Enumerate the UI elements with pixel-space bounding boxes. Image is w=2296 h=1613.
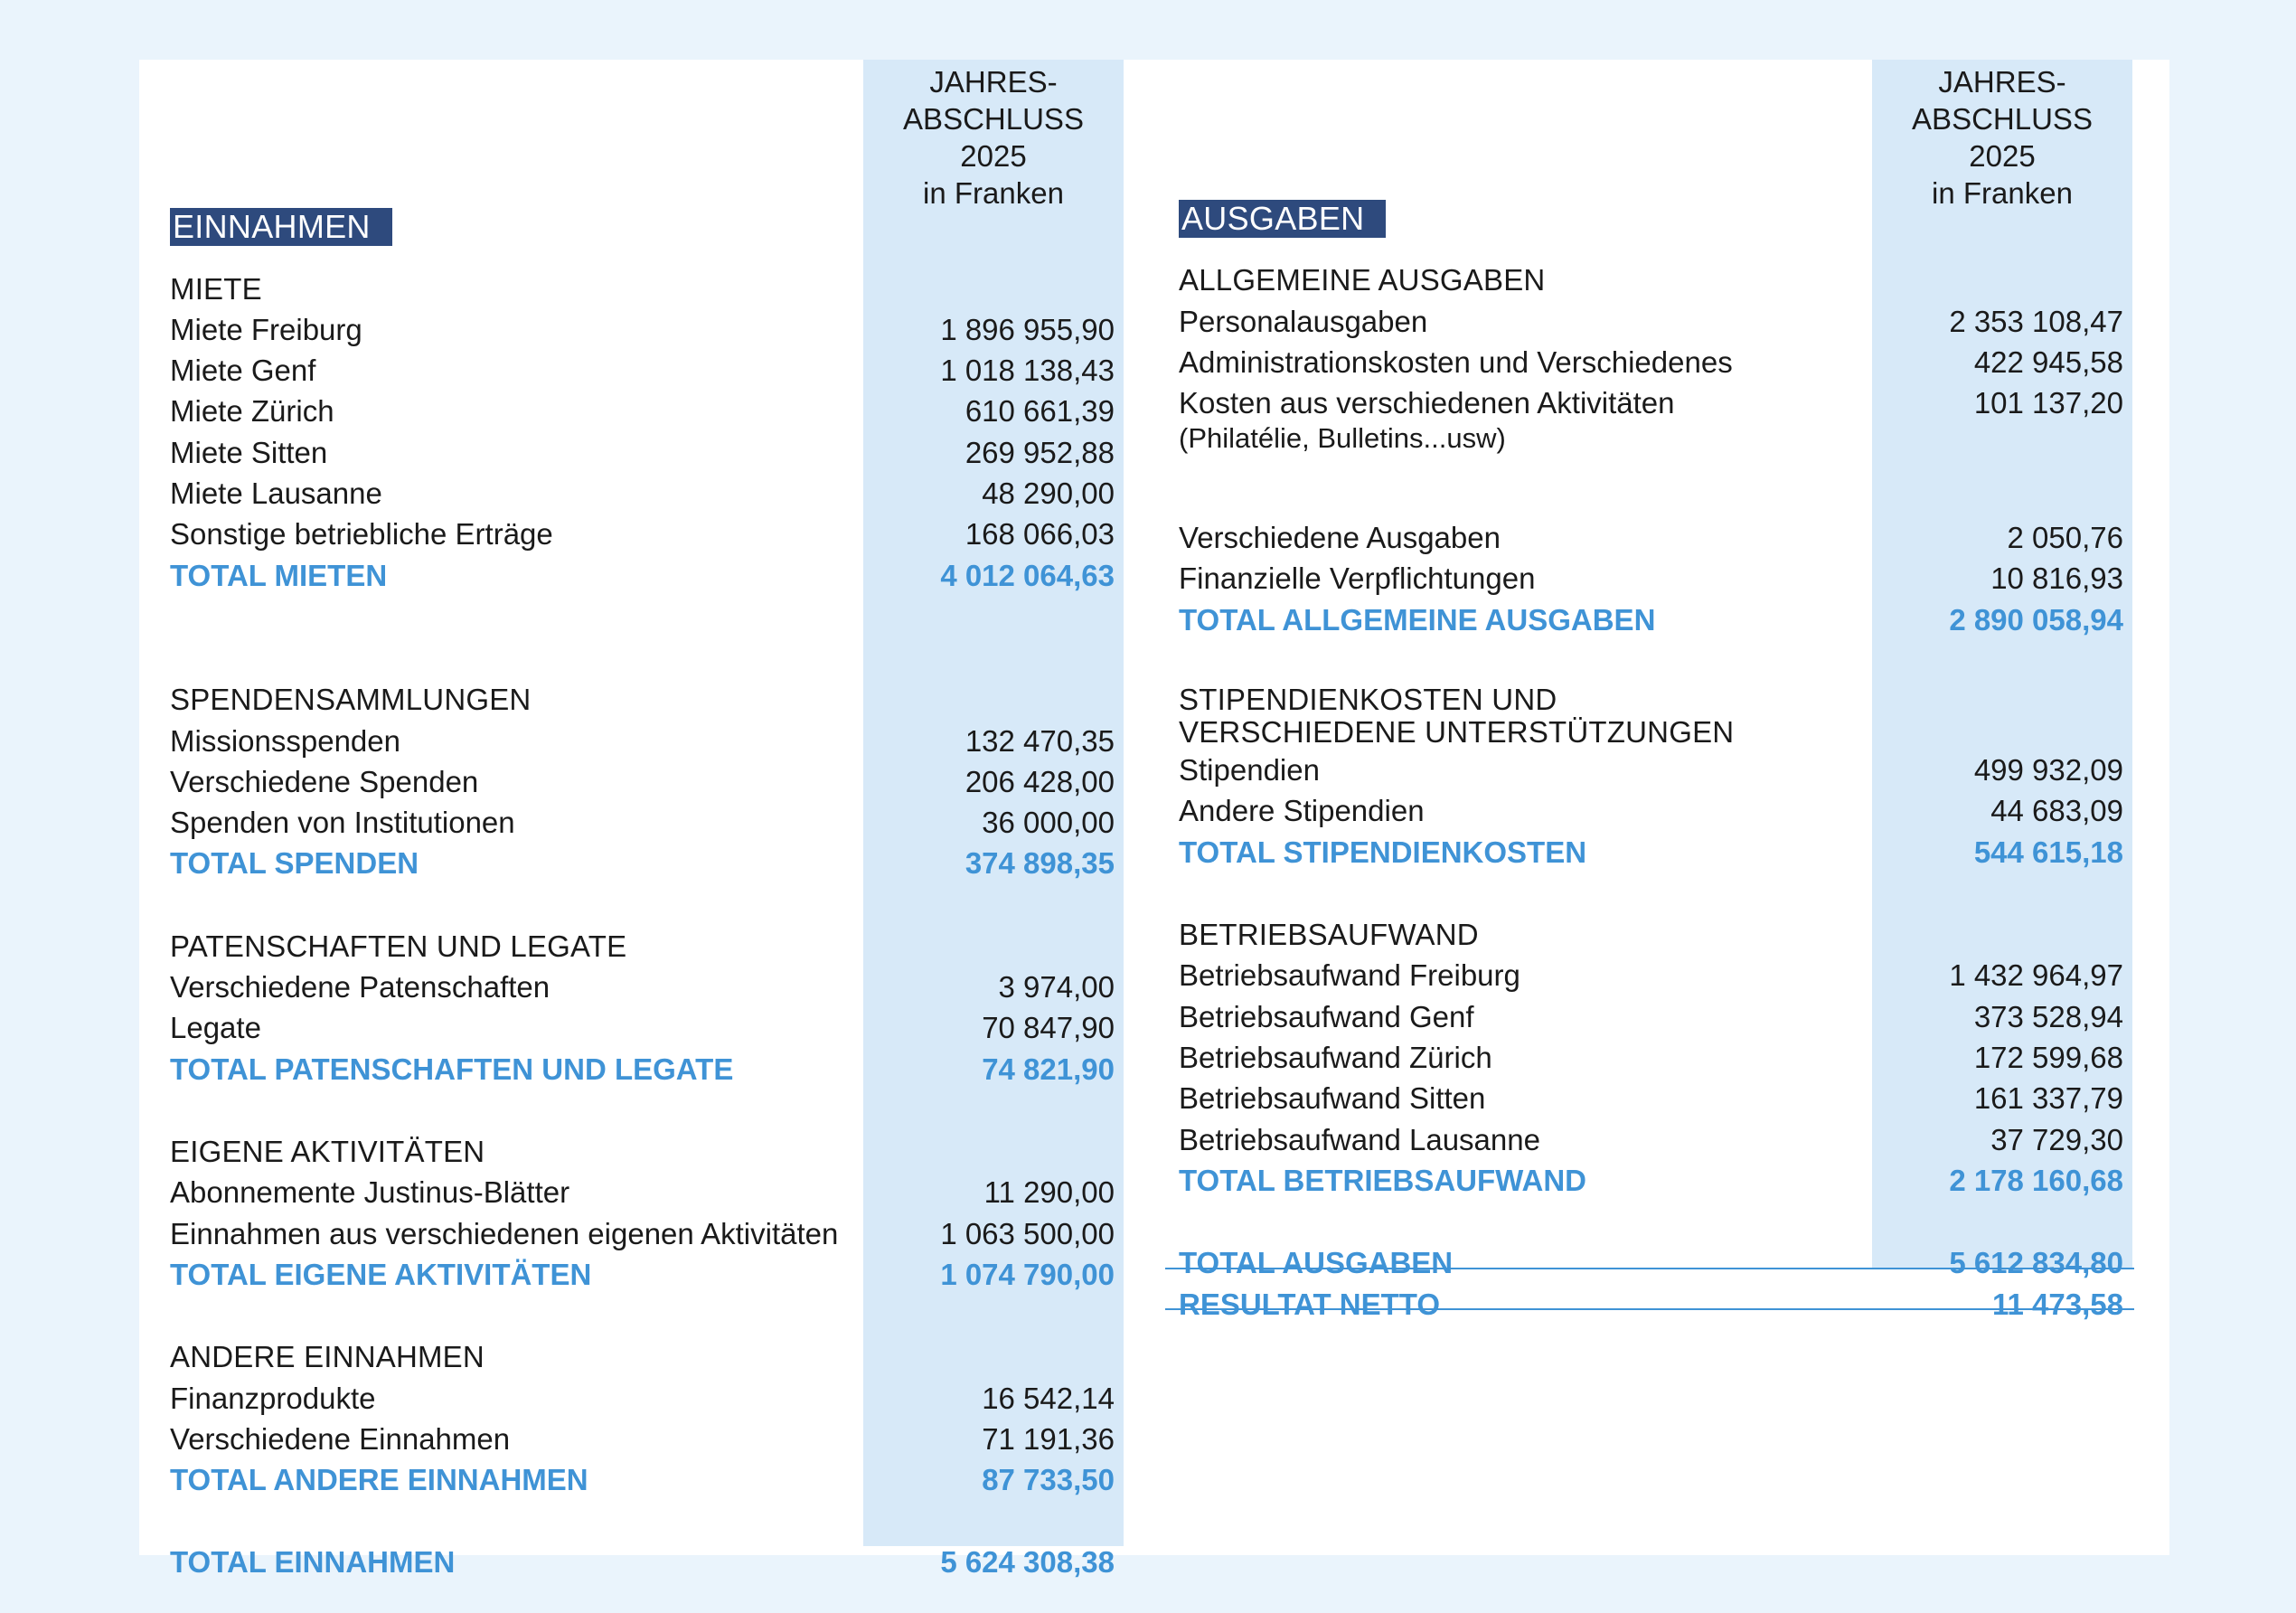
- line-item-sublabel: (Philatélie, Bulletins...usw): [1179, 422, 1506, 454]
- line-item: [1179, 301, 2123, 342]
- grand-total-label: TOTAL AUSGABEN: [1179, 1246, 1454, 1279]
- line-item-label: Miete Lausanne: [170, 476, 382, 510]
- expense-grand-total-row: [1179, 1242, 2123, 1283]
- line-item-label: Verschiedene Einnahmen: [170, 1422, 511, 1456]
- line-item: [1179, 955, 2123, 995]
- subtotal-row: [170, 843, 1115, 883]
- subtotal-label: TOTAL BETRIEBSAUFWAND: [1179, 1164, 1586, 1197]
- subtotal-value: 74 821,90: [982, 1052, 1115, 1086]
- subtotal-label: TOTAL EIGENE AKTIVITÄTEN: [170, 1258, 592, 1291]
- subtotal-label: TOTAL ANDERE EINNAHMEN: [170, 1463, 588, 1496]
- subtotal-row: [170, 1254, 1115, 1295]
- line-item-label: Betriebsaufwand Zürich: [1179, 1041, 1492, 1074]
- line-item-label: Legate: [170, 1011, 261, 1044]
- group-heading-miete: [170, 269, 1115, 309]
- group-heading-label: STIPENDIENKOSTEN UND: [1179, 683, 1557, 716]
- subtotal-row: [170, 1459, 1115, 1500]
- line-item-label: Stipendien: [1179, 753, 1320, 787]
- group-heading-label: PATENSCHAFTEN UND LEGATE: [170, 929, 627, 963]
- column-header-line: in Franken: [1932, 176, 2073, 210]
- line-item: [1179, 1119, 2123, 1160]
- line-item-value: 70 847,90: [982, 1011, 1115, 1044]
- group-heading-label: ALLGEMEINE AUSGABEN: [1179, 263, 1546, 297]
- line-item-label: Sonstige betriebliche Erträge: [170, 517, 553, 551]
- subtotal-value: 2 178 160,68: [1949, 1164, 2123, 1197]
- line-item-value: 3 974,00: [998, 970, 1115, 1004]
- subtotal-value: 2 890 058,94: [1949, 603, 2123, 637]
- subtotal-value: 544 615,18: [1973, 835, 2123, 869]
- income-section-title: EINNAHMEN: [170, 208, 392, 246]
- subtotal-value: 1 074 790,00: [940, 1258, 1115, 1291]
- line-item-label: Finanzielle Verpflichtungen: [1179, 561, 1536, 595]
- subtotal-value: 4 012 064,63: [940, 559, 1115, 592]
- line-item-label: Miete Sitten: [170, 436, 328, 469]
- line-item-label: Betriebsaufwand Sitten: [1179, 1081, 1486, 1115]
- group-heading-label: ANDERE EINNAHMEN: [170, 1340, 485, 1373]
- group-heading-betriebsaufwand: [1179, 914, 2123, 955]
- subtotal-label: TOTAL MIETEN: [170, 559, 388, 592]
- net-result-bottom-rule: [1165, 1308, 2134, 1310]
- subtotal-row: [1179, 1160, 2123, 1201]
- column-header-line: ABSCHLUSS: [1912, 102, 2093, 136]
- line-item: [1179, 558, 2123, 599]
- line-item-value: 2 353 108,47: [1949, 305, 2123, 338]
- line-item-value: 101 137,20: [1973, 386, 2123, 420]
- column-header-line: 2025: [1969, 139, 2036, 173]
- line-item-value: 1 063 500,00: [940, 1217, 1115, 1250]
- net-result-row: [1179, 1285, 2123, 1325]
- column-header-line: ABSCHLUSS: [903, 102, 1084, 136]
- line-item-value: 269 952,88: [965, 436, 1115, 469]
- subtotal-value: 87 733,50: [982, 1463, 1115, 1496]
- line-item-label: Betriebsaufwand Lausanne: [1179, 1123, 1540, 1156]
- group-heading-allgemeine-ausgaben: [1179, 259, 2123, 300]
- line-item-value: 161 337,79: [1973, 1081, 2123, 1115]
- line-item-value: 71 191,36: [982, 1422, 1115, 1456]
- line-item: [170, 1213, 1115, 1254]
- line-item-value: 36 000,00: [982, 806, 1115, 839]
- subtotal-row: [170, 1049, 1115, 1089]
- line-item-value: 499 932,09: [1973, 753, 2123, 787]
- line-item: [1179, 996, 2123, 1037]
- line-item: [170, 1419, 1115, 1459]
- group-heading-label: BETRIEBSAUFWAND: [1179, 918, 1479, 951]
- group-heading-eigene-aktivitaeten: [170, 1131, 1115, 1172]
- line-item: [1179, 1037, 2123, 1078]
- net-result-top-rule: [1165, 1268, 2134, 1269]
- grand-total-value: 5 624 308,38: [940, 1545, 1115, 1579]
- subtotal-value: 374 898,35: [965, 846, 1115, 880]
- line-item: [170, 350, 1115, 391]
- expense-column-header: [1872, 60, 2132, 212]
- subtotal-label: TOTAL PATENSCHAFTEN UND LEGATE: [170, 1052, 734, 1086]
- line-item-value: 168 066,03: [965, 517, 1115, 551]
- line-item-value: 610 661,39: [965, 394, 1115, 428]
- line-item-value: 37 729,30: [1990, 1123, 2123, 1156]
- line-item-value: 16 542,14: [982, 1382, 1115, 1415]
- column-header-line: JAHRES-: [929, 65, 1058, 99]
- line-item-value: 132 470,35: [965, 724, 1115, 758]
- line-item-label: Spenden von Institutionen: [170, 806, 515, 839]
- line-item-label: Missionsspenden: [170, 724, 400, 758]
- grand-total-label: TOTAL EINNAHMEN: [170, 1545, 456, 1579]
- line-item-label: Betriebsaufwand Freiburg: [1179, 958, 1520, 992]
- line-item: [1179, 1078, 2123, 1118]
- subtotal-label: TOTAL SPENDEN: [170, 846, 419, 880]
- line-item-label: Miete Freiburg: [170, 313, 362, 346]
- subtotal-label: TOTAL STIPENDIENKOSTEN: [1179, 835, 1587, 869]
- line-item: [170, 432, 1115, 473]
- group-heading-spenden: [170, 679, 1115, 720]
- income-column-header: [863, 60, 1124, 212]
- expense-section-title: AUSGABEN: [1179, 200, 1386, 238]
- line-item: [170, 309, 1115, 350]
- subtotal-row: [1179, 832, 2123, 873]
- line-item-value: 11 290,00: [983, 1175, 1115, 1209]
- grand-total-value: 5 612 834,80: [1949, 1246, 2123, 1279]
- group-heading-label: SPENDENSAMMLUNGEN: [170, 683, 532, 716]
- line-item-value: 44 683,09: [1990, 794, 2123, 827]
- line-item-label: Andere Stipendien: [1179, 794, 1425, 827]
- line-item-value: 172 599,68: [1973, 1041, 2123, 1074]
- line-item-value: 422 945,58: [1973, 345, 2123, 379]
- line-item-label: Verschiedene Spenden: [170, 765, 479, 798]
- line-item-value: 1 896 955,90: [940, 313, 1115, 346]
- line-item-value: 1 432 964,97: [1949, 958, 2123, 992]
- line-item-label: Administrationskosten und Verschiedenes: [1179, 345, 1733, 379]
- subtotal-row: [1179, 599, 2123, 640]
- line-item: [1179, 750, 2123, 790]
- line-item: [170, 473, 1115, 514]
- line-item: [1179, 517, 2123, 558]
- column-header-line: in Franken: [923, 176, 1064, 210]
- line-item-label: Finanzprodukte: [170, 1382, 376, 1415]
- group-heading-stipendienkosten: [1179, 684, 2123, 756]
- group-heading-label: EIGENE AKTIVITÄTEN: [170, 1135, 485, 1168]
- line-item-value: 206 428,00: [965, 765, 1115, 798]
- group-heading-patenschaften: [170, 926, 1115, 967]
- line-item-label: Personalausgaben: [1179, 305, 1428, 338]
- line-item-value: 2 050,76: [2007, 521, 2123, 554]
- line-item-label: Einnahmen aus verschiedenen eigenen Aktivitäten: [170, 1217, 839, 1250]
- line-item-value: 373 528,94: [1973, 1000, 2123, 1033]
- line-item: [170, 802, 1115, 843]
- line-item-label-block: [1179, 382, 1811, 454]
- line-item-value: 1 018 138,43: [940, 354, 1115, 387]
- line-item-label: Miete Zürich: [170, 394, 334, 428]
- line-item-label: Verschiedene Ausgaben: [1179, 521, 1501, 554]
- line-item-label: Betriebsaufwand Genf: [1179, 1000, 1474, 1033]
- line-item-value: 10 816,93: [1990, 561, 2123, 595]
- line-item: [170, 721, 1115, 761]
- subtotal-row: [170, 555, 1115, 596]
- line-item: [170, 761, 1115, 802]
- line-item-value: 48 290,00: [982, 476, 1115, 510]
- column-header-line: JAHRES-: [1938, 65, 2066, 99]
- group-heading-label: VERSCHIEDENE UNTERSTÜTZUNGEN: [1179, 715, 1735, 749]
- financial-statement-sheet: [139, 60, 2169, 1579]
- line-item: [170, 514, 1115, 554]
- line-item: [1179, 382, 2123, 455]
- net-result-value: 11 473,58: [1992, 1288, 2123, 1321]
- line-item: [170, 1378, 1115, 1419]
- income-grand-total-row: [170, 1542, 1115, 1582]
- line-item-label: Abonnemente Justinus-Blätter: [170, 1175, 570, 1209]
- line-item: [170, 1172, 1115, 1212]
- line-item-label: Miete Genf: [170, 354, 316, 387]
- group-heading-label: MIETE: [170, 272, 262, 306]
- line-item-label: Verschiedene Patenschaften: [170, 970, 550, 1004]
- line-item: [170, 1007, 1115, 1048]
- line-item-label: Kosten aus verschiedenen Aktivitäten: [1179, 386, 1675, 420]
- group-heading-label-block: [1179, 684, 1734, 749]
- line-item: [1179, 790, 2123, 831]
- line-item: [170, 391, 1115, 431]
- subtotal-label: TOTAL ALLGEMEINE AUSGABEN: [1179, 603, 1656, 637]
- net-result-label: RESULTAT NETTO: [1179, 1288, 1441, 1321]
- group-heading-andere-einnahmen: [170, 1336, 1115, 1377]
- line-item: [170, 967, 1115, 1007]
- line-item: [1179, 342, 2123, 382]
- column-header-line: 2025: [960, 139, 1027, 173]
